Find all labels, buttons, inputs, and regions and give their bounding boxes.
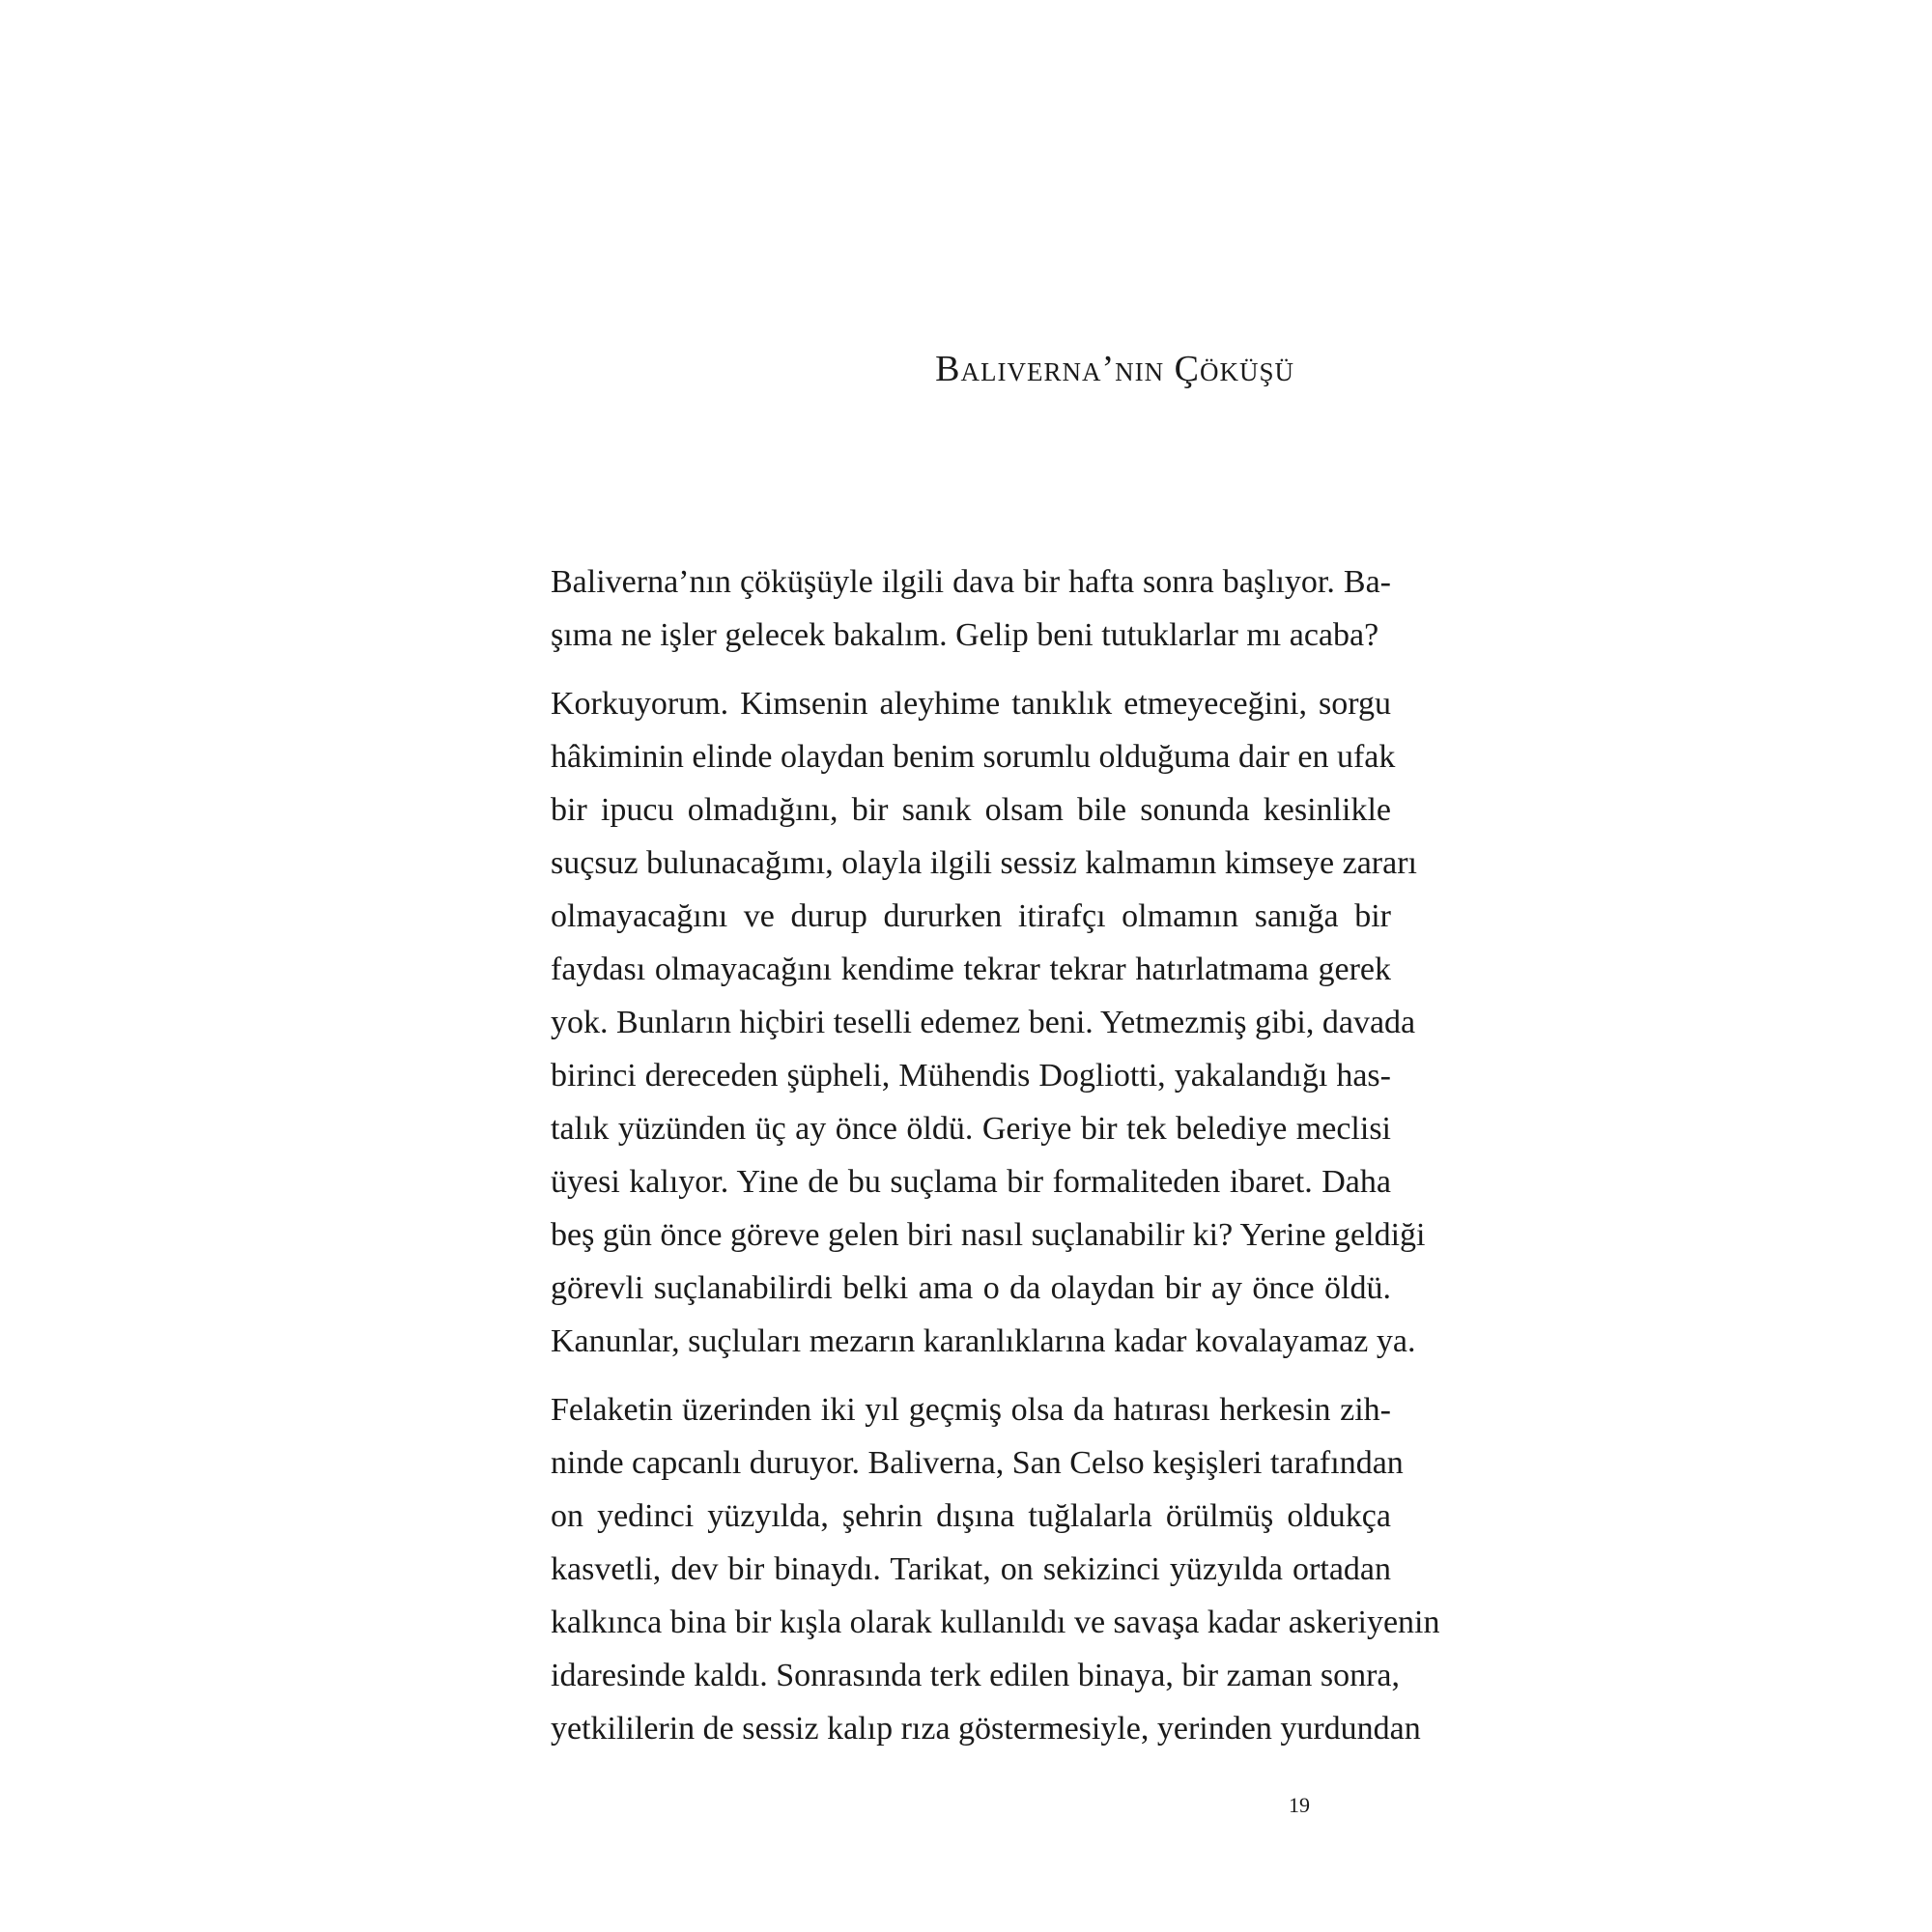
text-line: faydası olmayacağını kendime tekrar tekrar hatırlatmama gerek (551, 952, 1391, 987)
text-line: Korkuyorum. Kimsenin aleyhime tanıklık etmeyeceğini, sorgu (551, 686, 1391, 722)
text-line: görevli suçlanabilirdi belki ama o da olaydan bir ay önce öldü. (551, 1270, 1391, 1306)
text-line: idaresinde kaldı. Sonrasında terk edilen binaya, bir zaman sonra, (551, 1658, 1400, 1693)
text-line: on yedinci yüzyılda, şehrin dışına tuğlalarla örülmüş oldukça (551, 1498, 1391, 1534)
text-line: yetkililerin de sessiz kalıp rıza göstermesiyle, yerinden yurdundan (551, 1711, 1421, 1747)
text-line: suçsuz bulunacağımı, olayla ilgili sessiz kalmamın kimseye zararı (551, 845, 1417, 881)
text-line: yok. Bunların hiçbiri teselli edemez beni. Yetmezmiş gibi, davada (551, 1005, 1416, 1040)
text-line: Felaketin üzerinden iki yıl geçmiş olsa da hatırası herkesin zih- (551, 1392, 1391, 1428)
text-line: Kanunlar, suçluları mezarın karanlıklarına kadar kovalayamaz ya. (551, 1323, 1416, 1359)
paragraph (551, 1383, 1440, 1755)
page-number: 19 (1289, 1793, 1310, 1817)
text-line: kasvetli, dev bir binaydı. Tarikat, on sekizinci yüzyılda ortadan (551, 1551, 1391, 1587)
text-line: hâkiminin elinde olaydan benim sorumlu olduğuma dair en ufak (551, 739, 1396, 775)
paragraph (551, 555, 1391, 662)
text-line: olmayacağını ve durup dururken itirafçı olmamın sanığa bir (551, 898, 1391, 934)
text-line: ninde capcanlı duruyor. Baliverna, San Celso keşişleri tarafından (551, 1445, 1404, 1481)
text-line: kalkınca bina bir kışla olarak kullanıldı ve savaşa kadar askeriyenin (551, 1605, 1440, 1640)
text-line: üyesi kalıyor. Yine de bu suçlama bir formaliteden ibaret. Daha (551, 1164, 1391, 1200)
text-line: talık yüzünden üç ay önce öldü. Geriye bir tek belediye meclisi (551, 1111, 1391, 1147)
paragraph (551, 677, 1426, 1368)
text-line: bir ipucu olmadığını, bir sanık olsam bile sonunda kesinlikle (551, 792, 1391, 828)
text-line: beş gün önce göreve gelen biri nasıl suçlanabilir ki? Yerine geldiği (551, 1217, 1426, 1253)
text-line: birinci dereceden şüpheli, Mühendis Dogliotti, yakalandığı has- (551, 1058, 1391, 1094)
chapter-title: Baliverna’nın Çöküşü (935, 349, 1294, 389)
text-line: şıma ne işler gelecek bakalım. Gelip beni tutuklarlar mı acaba? (551, 617, 1379, 653)
text-line: Baliverna’nın çöküşüyle ilgili dava bir hafta sonra başlıyor. Ba- (551, 564, 1391, 600)
body-text (551, 555, 1440, 1771)
